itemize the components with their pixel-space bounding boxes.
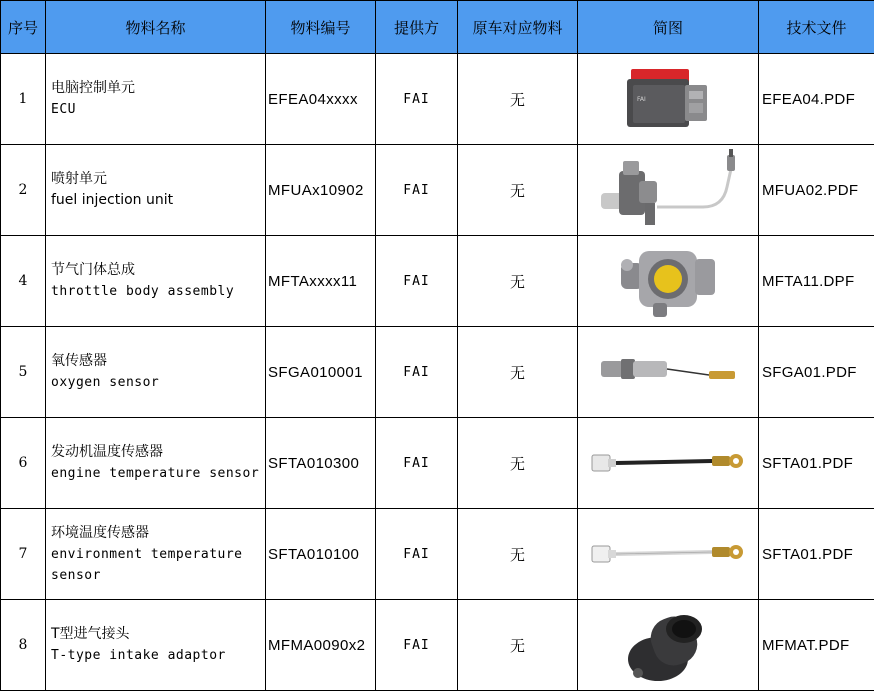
row-name	[46, 418, 266, 509]
row-index: 7	[1, 509, 46, 600]
name-en: oxygen sensor	[51, 375, 160, 390]
header-image: 简图	[578, 1, 759, 54]
header-row	[1, 1, 874, 54]
row-oem: 无	[458, 236, 578, 327]
ambient-temp-sensor-image	[578, 509, 759, 600]
table-row	[1, 54, 874, 145]
row-oem: 无	[458, 145, 578, 236]
row-code: MFTAxxxx11	[266, 236, 376, 327]
fuel-injection-unit-image	[578, 145, 759, 236]
header-index: 序号	[1, 1, 46, 54]
name-en: ECU	[51, 102, 76, 117]
name-cn: 电脑控制单元	[51, 80, 135, 96]
name-en: fuel injection unit	[51, 192, 174, 208]
row-supplier: FAI	[376, 236, 458, 327]
row-name	[46, 145, 266, 236]
row-oem: 无	[458, 600, 578, 691]
row-index: 6	[1, 418, 46, 509]
row-oem: 无	[458, 54, 578, 145]
row-supplier: FAI	[376, 54, 458, 145]
row-code: SFTA010100	[266, 509, 376, 600]
name-cn: 发动机温度传感器	[51, 444, 163, 460]
row-supplier: FAI	[376, 600, 458, 691]
row-name	[46, 509, 266, 600]
row-name	[46, 600, 266, 691]
row-code: SFGA010001	[266, 327, 376, 418]
row-doc: MFUA02.PDF	[759, 145, 874, 236]
row-index: 8	[1, 600, 46, 691]
name-cn: 环境温度传感器	[51, 524, 149, 541]
oxygen-sensor-image	[578, 327, 759, 418]
name-en: T-type intake adaptor	[51, 648, 226, 663]
header-supplier: 提供方	[376, 1, 458, 54]
name-en: environment temperature sensor	[51, 546, 243, 583]
row-supplier: FAI	[376, 418, 458, 509]
row-doc: EFEA04.PDF	[759, 54, 874, 145]
ecu-image	[578, 54, 759, 145]
row-doc: MFTA11.DPF	[759, 236, 874, 327]
table-row	[1, 509, 874, 600]
row-oem: 无	[458, 509, 578, 600]
name-cn: 节气门体总成	[51, 262, 135, 278]
row-index: 4	[1, 236, 46, 327]
header-doc: 技术文件	[759, 1, 874, 54]
header-name: 物料名称	[46, 1, 266, 54]
name-en: throttle body assembly	[51, 284, 235, 299]
engine-temp-sensor-image	[578, 418, 759, 509]
row-doc: MFMAT.PDF	[759, 600, 874, 691]
row-index: 1	[1, 54, 46, 145]
name-cn: T型进气接头	[51, 626, 130, 642]
header-code: 物料编号	[266, 1, 376, 54]
row-oem: 无	[458, 327, 578, 418]
row-supplier: FAI	[376, 145, 458, 236]
table-row	[1, 418, 874, 509]
row-code: MFUAx10902	[266, 145, 376, 236]
intake-adaptor-image	[578, 600, 759, 691]
row-supplier: FAI	[376, 509, 458, 600]
row-name	[46, 327, 266, 418]
row-index: 5	[1, 327, 46, 418]
table-row	[1, 236, 874, 327]
name-en: engine temperature sensor	[51, 466, 260, 481]
svg-text:FAI: FAI	[637, 96, 646, 103]
row-code: EFEA04xxxx	[266, 54, 376, 145]
row-doc: SFGA01.PDF	[759, 327, 874, 418]
name-cn: 喷射单元	[51, 171, 107, 187]
row-name	[46, 236, 266, 327]
row-code: MFMA0090x2	[266, 600, 376, 691]
header-oem: 原车对应物料	[458, 1, 578, 54]
throttle-body-image	[578, 236, 759, 327]
row-doc: SFTA01.PDF	[759, 509, 874, 600]
name-cn: 氧传感器	[51, 353, 107, 369]
row-supplier: FAI	[376, 327, 458, 418]
table-row	[1, 327, 874, 418]
table-row	[1, 145, 874, 236]
row-index: 2	[1, 145, 46, 236]
row-code: SFTA010300	[266, 418, 376, 509]
row-doc: SFTA01.PDF	[759, 418, 874, 509]
table-row	[1, 600, 874, 691]
row-name	[46, 54, 266, 145]
row-oem: 无	[458, 418, 578, 509]
